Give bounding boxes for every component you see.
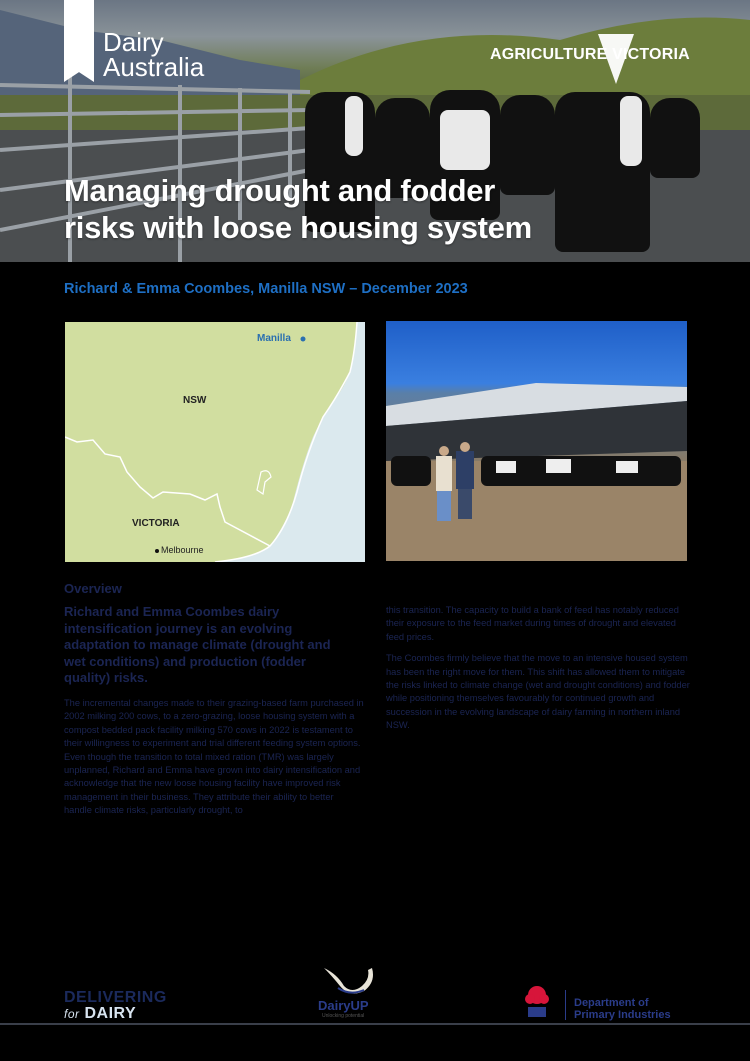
map-label-nsw: NSW [183, 395, 207, 406]
logo-text: for [64, 1007, 80, 1021]
logo-text: Primary Industries [574, 1009, 671, 1021]
dairyup-milk-splash-icon [322, 964, 376, 994]
nsw-waratah-logo-icon [522, 985, 552, 1019]
dairyup-logo: DairyUP [318, 998, 369, 1013]
map-label-manilla: Manilla [257, 333, 291, 344]
overview-paragraph: The incremental changes made to their grazing-based farm purchased in 2002 milking 200 cows, to a zero-grazing, loose housing system with a compost bedded pack facility milking 570 cows in 2022 is testament to their willingness to experiment and trial different feeding system options. Even though the transition to total mixed ration (TMR) was largely unplanned, Richard and Emma have grown into dairy intensification and acknowledge that the new loose housing facility have improved risk management in their business. They attribute their ability to better handle climate risks, particularly drought, to [64, 698, 364, 816]
byline: Richard & Emma Coombes, Manilla NSW – December 2023 [64, 281, 468, 297]
footer-divider [0, 1023, 750, 1025]
cow-marking [345, 96, 363, 156]
map-label-victoria: VICTORIA [132, 518, 180, 529]
logo-divider [565, 990, 566, 1020]
cow-marking [620, 96, 642, 166]
logo-line: Dairy [103, 27, 164, 57]
overview-column-2 [386, 604, 691, 741]
shed-photo-illustration [386, 321, 687, 561]
map-label-melbourne: Melbourne [161, 545, 204, 555]
agriculture-victoria-logo: AGRICULTURE VICTORIA [490, 46, 690, 63]
overview-paragraph: this transition. The capacity to build a bank of feed has notably reduced their exposure to the feed market during times of drought and elevated feed prices. [386, 605, 679, 642]
dairy-australia-logo [103, 27, 205, 82]
title-line: Managing drought and fodder [64, 173, 496, 208]
dpi-logo [574, 997, 671, 1021]
title-line: risks with loose housing system [64, 210, 532, 245]
logo-line: Australia [103, 52, 205, 82]
dairy-australia-logo-mark [64, 0, 94, 82]
logo-text: Department of [574, 997, 649, 1009]
hero-banner-photo [0, 0, 750, 262]
delivering-for-dairy-logo [64, 990, 167, 1022]
farmers-with-cows-photo [386, 321, 687, 561]
logo-text: DELIVERING [64, 989, 167, 1006]
location-map [65, 322, 365, 562]
dairyup-tagline: Unlocking potential [322, 1013, 365, 1019]
overview-paragraph: The Coombes firmly believe that the move to an intensive housed system has been the right move for them. This shift has allowed them to mitigate the risks linked to climate change (wet and drought conditions) and fodder while positioning themselves favourably for continued growth and succession in the evolving landscape of dairy farming in northern inland NSW. [386, 653, 690, 731]
overview-heading: Overview [64, 581, 122, 596]
page-title [64, 172, 532, 246]
logo-text: DAIRY [84, 1005, 137, 1022]
cow [650, 98, 700, 178]
cow-marking [440, 110, 490, 170]
overview-lead: Richard and Emma Coombes dairy intensification journey is an evolving adaptation to manage climate (drought and wet conditions) and production (fodder quality) risks. [64, 604, 331, 685]
map-shapes [65, 322, 365, 562]
